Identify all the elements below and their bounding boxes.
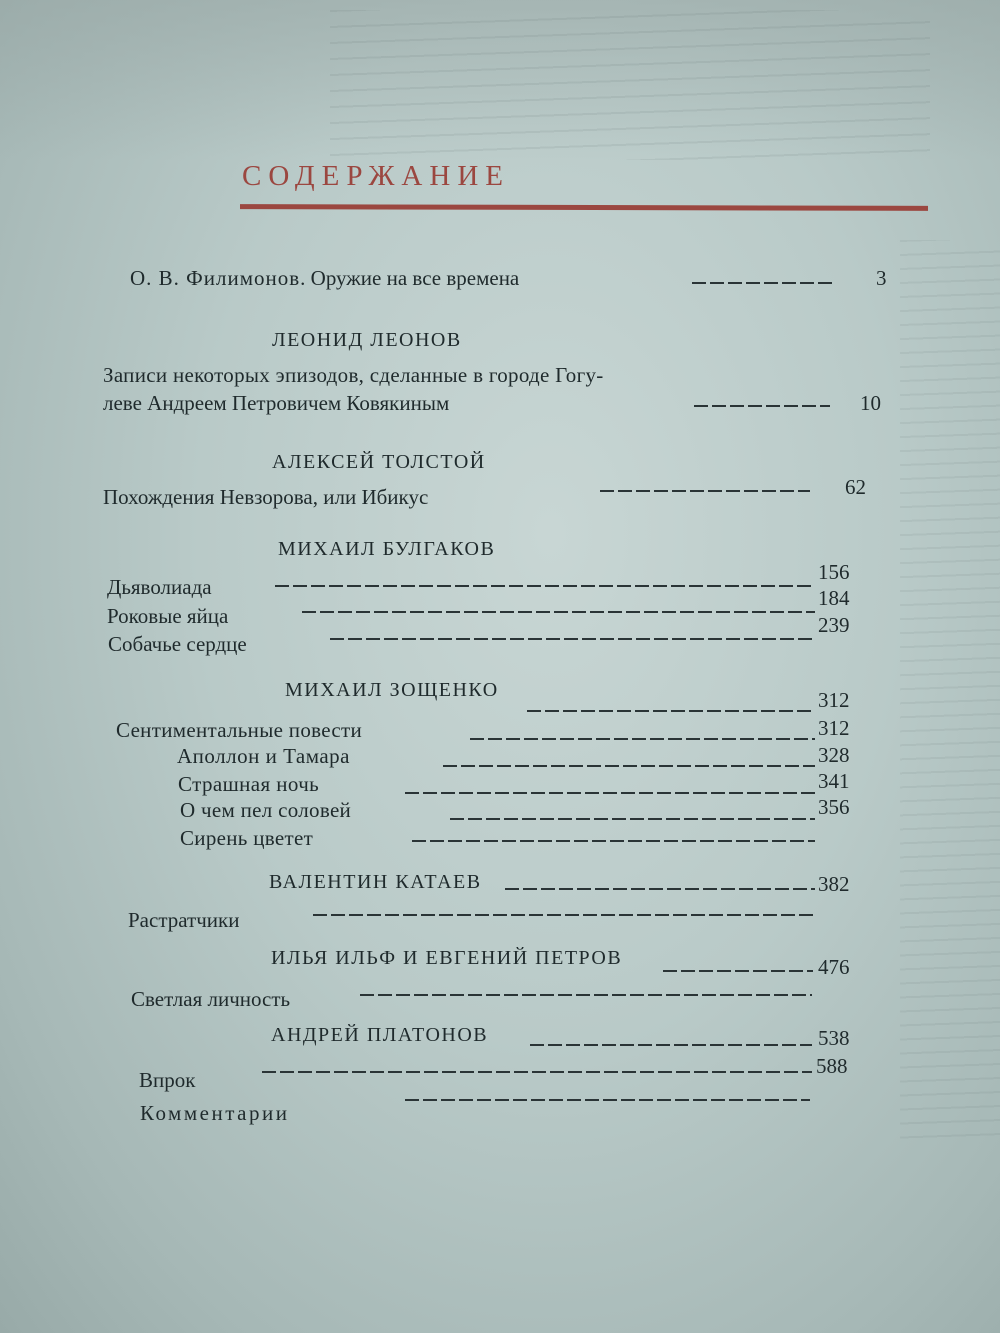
page-number: 382: [818, 872, 850, 896]
leader-dots: [360, 994, 812, 996]
page-number: 476: [818, 955, 850, 979]
page-number: 328: [818, 743, 850, 767]
author-heading: АНДРЕЙ ПЛАТОНОВ: [271, 1024, 489, 1046]
leader-dots: [470, 738, 815, 740]
intro-line: [130, 268, 519, 289]
leader-dots: [330, 638, 815, 640]
leader-dots: [692, 282, 832, 284]
author-heading: ЛЕОНИД ЛЕОНОВ: [272, 329, 462, 351]
entry-title: О чем пел соловей: [180, 798, 352, 822]
page-number: 156: [818, 560, 850, 584]
leader-dots: [450, 818, 815, 820]
leader-dots: [262, 1071, 812, 1073]
author-heading: МИХАИЛ ЗОЩЕНКО: [285, 679, 499, 701]
page-number: 239: [818, 613, 850, 637]
page-number: 3: [876, 266, 887, 290]
page-number: 356: [818, 795, 850, 819]
leader-dots: [530, 1044, 812, 1046]
show-through-right: [900, 240, 1000, 1140]
entry-title: Аполлон и Тамара: [177, 744, 350, 768]
entry-title: Роковые яйца: [107, 604, 229, 628]
leader-dots: [694, 405, 830, 407]
entry-title: Собачье сердце: [108, 632, 247, 656]
entry-title-line2: леве Андреем Петровичем Ковякиным: [103, 391, 450, 415]
leader-dots: [527, 710, 815, 712]
show-through-text: [330, 10, 930, 160]
page-number: 62: [845, 475, 866, 499]
leader-dots: [443, 765, 815, 767]
leader-dots: [505, 888, 815, 890]
entry-title: Страшная ночь: [178, 772, 320, 796]
page-number: 538: [818, 1026, 850, 1050]
entry-title: Впрок: [139, 1068, 196, 1092]
leader-dots: [405, 792, 815, 794]
leader-dots: [412, 840, 815, 842]
page-number: 341: [818, 769, 850, 793]
leader-dots: [663, 970, 813, 972]
leader-dots: [600, 490, 810, 492]
page-number: 312: [818, 688, 850, 712]
entry-title: Сентиментальные повести: [116, 718, 363, 742]
contents-heading: СОДЕРЖАНИЕ: [242, 160, 510, 192]
author-heading: ВАЛЕНТИН КАТАЕВ: [269, 871, 482, 893]
page-number: 184: [818, 586, 850, 610]
comments-title: Комментарии: [140, 1101, 290, 1125]
entry-title: Светлая личность: [131, 987, 291, 1011]
author-heading: АЛЕКСЕЙ ТОЛСТОЙ: [272, 451, 486, 473]
page-number: 10: [860, 391, 881, 415]
entry-title: Похождения Невзорова, или Ибикус: [103, 485, 429, 509]
entry-title-line1: Записи некоторых эпизодов, сделанные в городе Гогу-: [103, 363, 604, 387]
intro-title: . Оружие на все времена: [300, 266, 520, 290]
entry-title: Растратчики: [128, 908, 240, 932]
intro-author: О. В. Филимонов: [130, 266, 301, 290]
leader-dots: [313, 914, 813, 916]
heading-rule: [240, 204, 928, 211]
page-number: 588: [816, 1054, 848, 1078]
leader-dots: [302, 611, 815, 613]
author-heading: МИХАИЛ БУЛГАКОВ: [278, 538, 496, 560]
entry-title: Сирень цветет: [180, 826, 314, 850]
page-number: 312: [818, 716, 850, 740]
leader-dots: [275, 585, 815, 587]
author-heading: ИЛЬЯ ИЛЬФ И ЕВГЕНИЙ ПЕТРОВ: [271, 947, 623, 969]
entry-title: Дьяволиада: [107, 575, 212, 599]
leader-dots: [405, 1099, 810, 1101]
